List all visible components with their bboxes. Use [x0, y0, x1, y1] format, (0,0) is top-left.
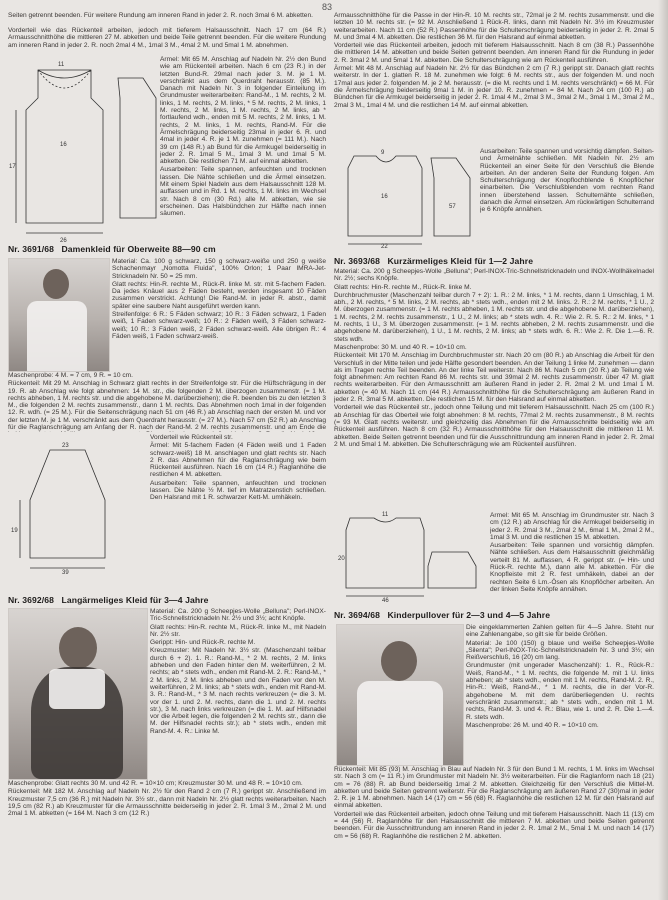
- pattern-title: Langärmeliges Kleid für 3—4 Jahre: [61, 595, 209, 605]
- s3693-aermel: [490, 512, 654, 600]
- paragraph: Ärmel: Mit 65 M. Anschlag auf Nadeln Nr. 2½ den Bund wie am Rückenteil arbeiten. Nach 6 cm (23 R.) in der letzten Bund-R. 29mal nach jeder 3. M. je 1 M. verschränkt aus dem Querdraht herausstr. (85 M.). Danach mit Nadeln Nr. 3 in folgender Einteilung im Grundmuster weiterarbeiten: Rand-M., 1 M. rechts, 2 M. links, 1 M. rechts, 2 M. links, * 5 M. rechts, 2 M. links, 1 M. rechts, 2 M. links, 1 M. rechts, 2 M. links, ab * fortlaufend wdh., enden mit 5 M. rechts, 2 M. links, 1 M. rechts, 2 M. links, 1 M. rechts, Rand-M. Für die Ärmelschrägung beiderseitig 23mal in jeder 6. R. und 4mal in jeder 4. R. je 1 M. zunehmen (= 111 M.). Nach 39 cm (148 R.) ab Bund für die Armkugel beiderseitig in jeder 2. R. 1mal 5 M., 1mal 3 M. und 1mal 5 M. abketten. Die restlichen 71 M. auf einmal abketten.: [160, 56, 326, 166]
- paragraph: Grundmuster (mit ungerader Maschenzahl): 1. R., Rück-R.: Weiß, Rand-M., * 1 M. rechts, die folgende M. mit 1 U. links abheben; ab * stets wdh., enden mit 1 M. rechts, Rand-M. 2. R., Hin-R.: Weiß, Rand-M., * 1 M. rechts, die in der Vor-R. abgehobene M. mit dem darüberliegenden U. rechts verschränkt zusammenstr.; ab * stets wdh., enden mit 1 M. rechts, Rand-M. 3. und 4. R.: Blau, wie 1. und 2. R. Die 1.—4. R. stets wdh.: [466, 662, 654, 721]
- paragraph: Ärmel: Mit 5-fachem Faden (4 Fäden weiß und 1 Faden schwarz-weiß) 18 M. anschlagen und glatt rechts str. Nach 2 R. das Abnehmen für die Raglanschrägung wie beim Rückenteil ausführen. Nach 16 cm (14 R.) Raglanhöhe die restlichen 4 M. abketten.: [150, 442, 326, 479]
- pattern-number: Nr. 3692/68: [8, 595, 55, 605]
- paragraph: Die eingeklammerten Zahlen gelten für 4—5 Jahre. Steht nur eine Zahlenangabe, so gilt sie für beide Größen.: [466, 624, 654, 639]
- pattern-diagram-short-sleeve: [336, 512, 486, 602]
- paragraph: Ausarbeiten: Teile spannen und vorsichtig dämpfen. Nähte schließen. Aus dem Halsausschnitt gleichmäßig verteilt 81 M. auffassen, 4 R. gerippt str. (= Hin- und Rück-R. rechte M.), dann alle M. abketten. Für die Knopfleiste mit 2 R. fest umhäkeln, dabei an der rechten Seite 6 Lm.-Ösen als Knopflöcher arbeiten. An der linken Seite Knöpfe annähen.: [490, 542, 654, 593]
- paragraph: Armausschnitthöhe für die Passe in der Hin-R. 10 M. rechts str., 72mal je 2 M. rechts zusammenstr. und die letzten 10 M. rechts str. (= 92 M. Anschließend 1 Rück-R. links, dann mit Nadeln Nr. 3½ im Kreuzmuster weiterarbeiten. Nach 11 cm (52 R.) Passenhöhe für die Schulterschrägung beiderseitig in jeder 2. R. 2mal 5 M. und 3mal 4 M. abketten. Die restlichen 36 M. für den Halsrand auf einmal abketten.: [334, 12, 654, 41]
- pattern-title: Damenkleid für Oberweite 88—90 cm: [61, 244, 216, 254]
- diagram-label: 11: [382, 512, 389, 518]
- left-top-vorderteil: [8, 27, 326, 50]
- paragraph: Maschenprobe: Glatt rechts 30 M. und 42 R. = 10×10 cm; Kreuzmuster 30 M. und 48 R. = 10×10 cm.: [8, 780, 303, 787]
- s3692-body: [8, 780, 326, 896]
- s3691-body: [8, 372, 326, 432]
- left-top-aermel: [160, 56, 326, 237]
- paragraph: Ärmel: Mit 48 M. Anschlag auf Nadeln Nr. 2½ für das Bündchen 2 cm (7 R.) gerippt str. Danach glatt rechts weiterstr. In der 1. glatten R. 18 M. zunehmen wie folgt: 6 M. rechts str., aus der folgenden M. und noch 17mal aus jeder 2. folgenden M. je 2 M. herausstr. (= die M. rechts und 1 M. rechts verschränkt) = 66 M. Für die Ärmelschrägung beiderseitig 9mal 1 M. in jeder 10. R. zunehmen = 84 M. Nach 24 cm (100 R.) ab Bündchen für die Armkugel beiderseitig in jeder 2. R. 1mal 4 M., 2mal 3 M., 3mal 2 M., 3mal 1 M., 3mal 2 M., 2mal 3 M., 1mal 4 M. und die restlichen 14 M. auf einmal abketten.: [334, 65, 654, 109]
- paragraph: Ärmel: Mit 65 M. Anschlag im Grundmuster str. Nach 3 cm (12 R.) ab Anschlag für die Armkugel beiderseitig in jeder 2. R. 2mal 3 M., 2mal 2 M., 6mal 1 M., 2mal 2 M., 1mal 3 M. und die restlichen 15 M. abketten.: [490, 512, 654, 541]
- pattern-diagram-sweater: [8, 58, 158, 244]
- section-heading-3691: [8, 244, 326, 254]
- paragraph: Material: Ca. 100 g schwarz, 150 g schwarz-weiße und 250 g weiße Schachenmayr „Nomotta Fluida", 100% Orlon; 1 Paar IMRA-Jet-Stricknadeln Nr. 50 = 25 mm.: [112, 258, 326, 280]
- paragraph: Glatt rechts: Hin-R. rechte M., Rück-R. linke M., mit Nadeln Nr. 2½ str.: [150, 623, 326, 638]
- diagram-label: 16: [60, 142, 67, 148]
- s3691-body-2: [150, 434, 326, 584]
- paragraph: Ausarbeiten: Teile spannen, anfeuchten und trocknen lassen. Die Nähte ½ M. tief im Matratzenstich schließen. Den Halsrand mit 1 R. schwarzer Kett-M. umhäkeln.: [150, 479, 326, 502]
- s3694-body: [334, 766, 654, 896]
- diagram-label: 16: [381, 194, 388, 200]
- pattern-number: Nr. 3691/68: [8, 244, 55, 254]
- photo-child-pullover: [336, 624, 464, 766]
- pattern-number: Nr. 3693/68: [334, 256, 381, 266]
- diagram-label: 9: [381, 150, 385, 156]
- paragraph: Glatt rechts: Hin-R. rechte M., Rück-R. linke M. str. mit 5-fachem Faden. Da jedes Knäuel aus 2 Fäden besteht, werden insgesamt 10 Fäden zusammen verstrickt. Achtung! Die Rand-M. in jeder R. abstr., damit später eine saubere Naht ausgeführt werden kann.: [112, 280, 326, 310]
- paragraph: Durchbruchmuster (Maschenzahl teilbar durch 7 + 2): 1. R.: 2 M. links, * 1 M. rechts, dann 1 Umschlag, 1 M. abh., 2 M. rechts, * 5 M. links, 2 M. rechts, ab * stets wdh., enden mit 2 M. links. 2. R.: 2 M. rechts, * 1 U., 2 M. überzogen zusammenstr. (= 1 M. rechts abheben, 1 M. rechts str. und die abgehobene M. darüberziehen), 1 M. rechts, 2 M. rechts zusammenstr., 1 U., 2 M. links; ab * stets wdh. 4. R.: Wie 2. R. 5. R.: 2 M. links, * 1 M. rechts, 1 U., 3 M. überzogen zusammenstr. (= 1 M. rechts abheben, 2 M. rechts zusammenstr. und die abgehobene M. darüberziehen), 1 U., 1 M. rechts, 2 M. links; ab * stets wdh. 6. R.: Wie 2. R. Die 1.—6. R. stets wdh.: [334, 291, 654, 343]
- diagram-label: 46: [382, 598, 389, 604]
- section-heading-3693: [334, 256, 654, 266]
- page-number: 83: [322, 2, 333, 12]
- paragraph: Maschenprobe: 4 M. = 7 cm, 9 R. = 10 cm.: [8, 372, 133, 379]
- section-heading-3692: [8, 595, 326, 605]
- diagram-label: 22: [381, 244, 388, 250]
- diagram-label: 26: [60, 238, 67, 244]
- paragraph: Rückenteil: Mit 182 M. Anschlag auf Nadeln Nr. 2½ für den Rand 2 cm (7 R.) gerippt str. Anschließend im Kreuzmuster 7,5 cm (36 R.) mit Nadeln Nr. 3½ str., dann mit Nadeln Nr. 2½ glatt rechts weiterarbeiten. Nach 19,5 cm (82 R.) ab Kreuzmuster für die Armausschnitte beiderseitig in jeder 2. R. 1mal 3 M., 2mal 2 M. und 2mal 1 M. abketten (= 164 M. Nach 3 cm (12 R.): [8, 788, 326, 818]
- paragraph: Material: Je 100 (150) g blaue und weiße Scheepjes-Wolle „Silenta"; Perl-INOX-Tric-Schnellstricknadeln Nr. 3 und 3½; ein Reißverschluß, 16 (20) cm lang.: [466, 639, 654, 662]
- diagram-label: 19: [11, 528, 18, 534]
- paragraph: Vorderteil wie das Rückenteil arbeiten, jedoch mit tieferem Halsausschnitt. Nach 17 cm (64 R.) Armausschnitthöhe die mittleren 27 M. abketten und beide Teile getrennt beenden. Für die weitere Rundung am inneren Rand in jeder 2. R. noch 2mal 4 M., 1mal 3 M., 4mal 2 M. und 5mal 1 M. abnehmen.: [8, 27, 326, 49]
- pattern-diagram-child-dress: [336, 148, 476, 248]
- s3693-body: [334, 268, 654, 508]
- pattern-diagram-dress: [10, 440, 140, 575]
- pattern-title: Kurzärmeliges Kleid für 1—2 Jahre: [387, 256, 534, 266]
- section-heading-3694: [334, 610, 654, 620]
- diagram-label: 23: [62, 443, 69, 449]
- left-top-instructions: [8, 12, 326, 20]
- diagram-label: 20: [338, 556, 345, 562]
- diagram-label: 11: [58, 62, 65, 68]
- paragraph: Ausarbeiten: Teile spannen und vorsichtig dämpfen. Seiten- und Ärmelnähte schließen. Mit Nadeln Nr. 2½ am Rückenteil an einer Seite für den Verschluß die Blende arbeiten. An der anderen Seite der Rundung folgen. Am Schulterschrägung der Knopflochblende 6 Knopflöcher einarbeiten. Die Verschlußblenden vom rechten Rand innen überstehend lassen. Schulternähte schließen, danach die Ärmel einsetzen. Am rückwärtigen Schulterrand je 6 Knöpfe annähen.: [480, 148, 654, 214]
- right-top-instructions: [334, 12, 654, 144]
- paragraph: Ausarbeiten: Teile spannen, anfeuchten und trocknen lassen. Die Nähte schließen und die Ärmel einsetzen. Mit einem Spiel Nadeln aus dem Halsausschnitt 128 M. auffassen und in Rd. 1 M. rechts, 1 M. links im Wechsel str. Nach 8 cm (30 Rd.) alle M. abketten, wie sie erscheinen. Das Halsbündchen zur Hälfte nach innen säumen.: [160, 166, 326, 218]
- paragraph: Streifenfolge: 6 R.: 5 Fäden schwarz; 10 R.: 3 Fäden schwarz, 1 Faden weiß, 1 Faden schwarz-weiß; 10 R.: 2 Fäden weiß, 3 Fäden schwarz-weiß; 10 R.: 3 Fäden weiß, 2 Fäden schwarz-weiß. Alle übrigen R.: 4 Fäden weiß, 1 Faden schwarz-weiß.: [112, 311, 326, 340]
- paragraph: Material: Ca. 200 g Scheepjes-Wolle „Bellunа"; Perl-INOX-Tric-Schnellstricknadeln Nr. 2½ und 3½; acht Knöpfe.: [150, 608, 326, 623]
- right-top-ausarbeiten: [480, 148, 654, 248]
- photo-child-dress: [8, 608, 148, 780]
- paragraph: Glatt rechts: Hin-R. rechte M., Rück-R. linke M.: [334, 283, 472, 291]
- s3694-intro: [466, 624, 654, 764]
- photo-woman-dress: [8, 258, 110, 372]
- paragraph: Kreuzmuster: Mit Nadeln Nr. 3½ str. (Maschenzahl teilbar durch 6 + 2). 1. R.: Rand-M., * 2 M. rechts, 2 M. links abheben und den Faden hinter den M. weiterführen, 2 M. rechts; ab * stets wdh., enden mit Rand-M. 2. R.: Rand-M., * 2 M. links, 2 M. links abheben und den Faden vor den M. weiterführen, 2 M. links; ab * stets wdh., enden mit Rand-M. 3. R.: Rand-M., * 3 M. nach rechts verkreuzen (= die 3. M. vor der 1. und 2. M. rechts, dann die 1. und 2. M. rechts str.), 3 M. nach links verkreuzen (= die 1. M. auf Hilfsnadel vor die Arbeit legen, die folgenden 2 M. rechts str., dann die M. der Hilfsnadel rechts str.); ab * stets wdh., enden mit Rand-M. 4. R.: Linke M.: [150, 647, 326, 735]
- diagram-label: 39: [62, 570, 69, 576]
- diagram-label: 17: [9, 164, 16, 170]
- paragraph: Rückenteil: Mit 170 M. Anschlag im Durchbruchmuster str. Nach 20 cm (80 R.) ab Anschlag die Arbeit für den Verschluß in der Mitte teilen und jede Hälfte gesondert beenden. An der Teilung 1 linke M. zunehmen — dann als im Tragen rechte Teil beenden. An der linke Teil weiterstr. Nach 86 M. Nach 5 cm (20 R.) ab Teilung wie folgt abnehmen: Am rechten Rand 86 M. rechts str. und 39mal 2 M. rechts zusammenstr. über 47 M. glatt rechts weiterarbeiten. Für den Armausschnitt am äußeren Rand in jeder 2. R. 2mal 2 M. und 1mal 1 M. abketten (= 40 M. Nach 11 cm (44 R.) Armausschnitthöhe für die Schulterschrägung am äußeren Rand in jeder 2. R. 3mal 5 M. abketten. Die restlichen 15 M. für den Halsrand auf einmal abketten.: [334, 352, 654, 404]
- paragraph: Gerippt: Hin- und Rück-R. rechte M.: [150, 639, 256, 647]
- paragraph: Material: Ca. 200 g Scheepjes-Wolle „Belluna"; Perl-INOX-Tric-Schnellstricknadeln und INOX-Wollhäkelnadel Nr. 2½; sechs Knöpfe.: [334, 268, 654, 283]
- s3691-material: [112, 258, 326, 370]
- pattern-number: Nr. 3694/68: [334, 610, 381, 620]
- page-fold-shadow: [658, 0, 668, 900]
- paragraph: Rückenteil: Mit 29 M. Anschlag in Schwarz glatt rechts in der Streifenfolge str. Für die Hüftschrägung in der 19. R. ab Anschlag wie folgt abnehmen: 14 M. str., die folgenden 2 M. überzogen zusammenstr. (= 1 M. rechts abheben, 1 M. rechts str. und die abgehobene M. darüberziehen); die R. beenden bis zu den letzten 3 M., die folgenden 2 M. rechts zusammenstr., dann 1 M. rechts. Das Abnehmen noch 1mal in der folgenden 12. R. wdh. (= 25 M.). Für die Seitenschrägung nach 51 cm (46 R.) ab Anschlag nach der ersten M. und vor der letzten M. je 1 M. verschränkt aus dem Querdraht herausstr. (= 27 M.). Nach 57 cm (52 R.) ab Anschlag für die Raglanschrägung am Anfang der R. nach der Rand-M. 2 M. rechts zusammenstr. und am Ende die: [8, 380, 326, 432]
- paragraph: Vorderteil wie Rückenteil str.: [150, 434, 233, 441]
- paragraph: Maschenprobe: 30 M. und 40 R. = 10×10 cm.: [334, 343, 467, 351]
- s3692-material: [150, 608, 326, 778]
- pattern-title: Kinderpullover für 2—3 und 4—5 Jahre: [387, 610, 551, 620]
- paragraph: Seiten getrennt beenden. Für weitere Rundung am inneren Rand in jeder 2. R. noch 3mal 6 M. abketten.: [8, 12, 313, 19]
- diagram-label: 57: [449, 204, 456, 210]
- paragraph: Maschenprobe: 26 M. und 40 R. = 10×10 cm.: [466, 721, 599, 729]
- paragraph: Rückenteil: Mit 85 (93) M. Anschlag in Blau auf Nadeln Nr. 3 für den Bund 1 M. rechts, 1 M. links im Wechsel str. Nach 3 cm (= 11 R.) im Grundmuster mit Nadeln Nr. 3½ weiterarbeiten. Für die Raglanform nach 18 (21) cm = 76 (88) R. ab Bund beiderseitig 1mal 2 M. abketten. Gleichzeitig für den Verschluß die Mittel-M. abketten und beide Seiten getrennt weiterstr. Für die Raglanschrägung am äußeren Rand 27 (30)mal in jeder 2. R. je 1 M. abnehmen. Nach 14 (17) cm = 56 (68) R. Raglanhöhe die restlichen 12 M. für den Halsrand auf einmal abketten.: [334, 766, 654, 810]
- paragraph: Vorderteil wie das Rückenteil str., jedoch ohne Teilung und mit tieferem Halsausschnitt. Nach 25 cm (100 R.) ab Anschlag für das Oberteil wie folgt abnehmen: 8 M. rechts, 77mal 2 M. rechts zusammenstr., 8 M. rechts (= 93 M. Glatt rechts weiterstr. und gleichzeitig das Abnehmen für die Armausschnitte beidseitig wie am Rückenteil ausführen. Nach 8 cm (32 R.) Armausschnitthöhe für den Halsausschnitt die mittleren 11 M. abketten. Beide Seiten getrennt beenden und für die Ausschnittrundung am inneren Rand in jeder 2. R. 2mal 2 M. und 5mal 1 M. abketten. Die Schulterschrägung wie am Rückenteil ausführen.: [334, 404, 654, 448]
- paragraph: Vorderteil wie das Rückenteil arbeiten, jedoch mit tieferem Halsausschnitt. Nach 8 cm (38 R.) Passenhöhe die mittleren 14 M. abketten und beide Seiten getrennt beenden. Am inneren Rand für die Rundung in jeder 2. R. 3mal 2 M. und 5mal 1 M. abketten. Die Schulterschrägung wie am Rückenteil ausführen.: [334, 42, 654, 64]
- paragraph: Vorderteil wie das Rückenteil arbeiten, jedoch ohne Teilung und mit tieferem Halsausschnitt. Nach 11 (13) cm = 44 (56) R. Raglanhöhe für den Halsausschnitt die mittleren 7 M. abketten und beide Seiten getrennt beenden. Für die Ausschnittrundung am inneren Rand in jeder 2. R. 1mal 2 M., 5mal 1 M. und nach 14 (17) cm = 56 (68) R. Raglanhöhe die restlichen 2 M. abketten.: [334, 810, 654, 840]
